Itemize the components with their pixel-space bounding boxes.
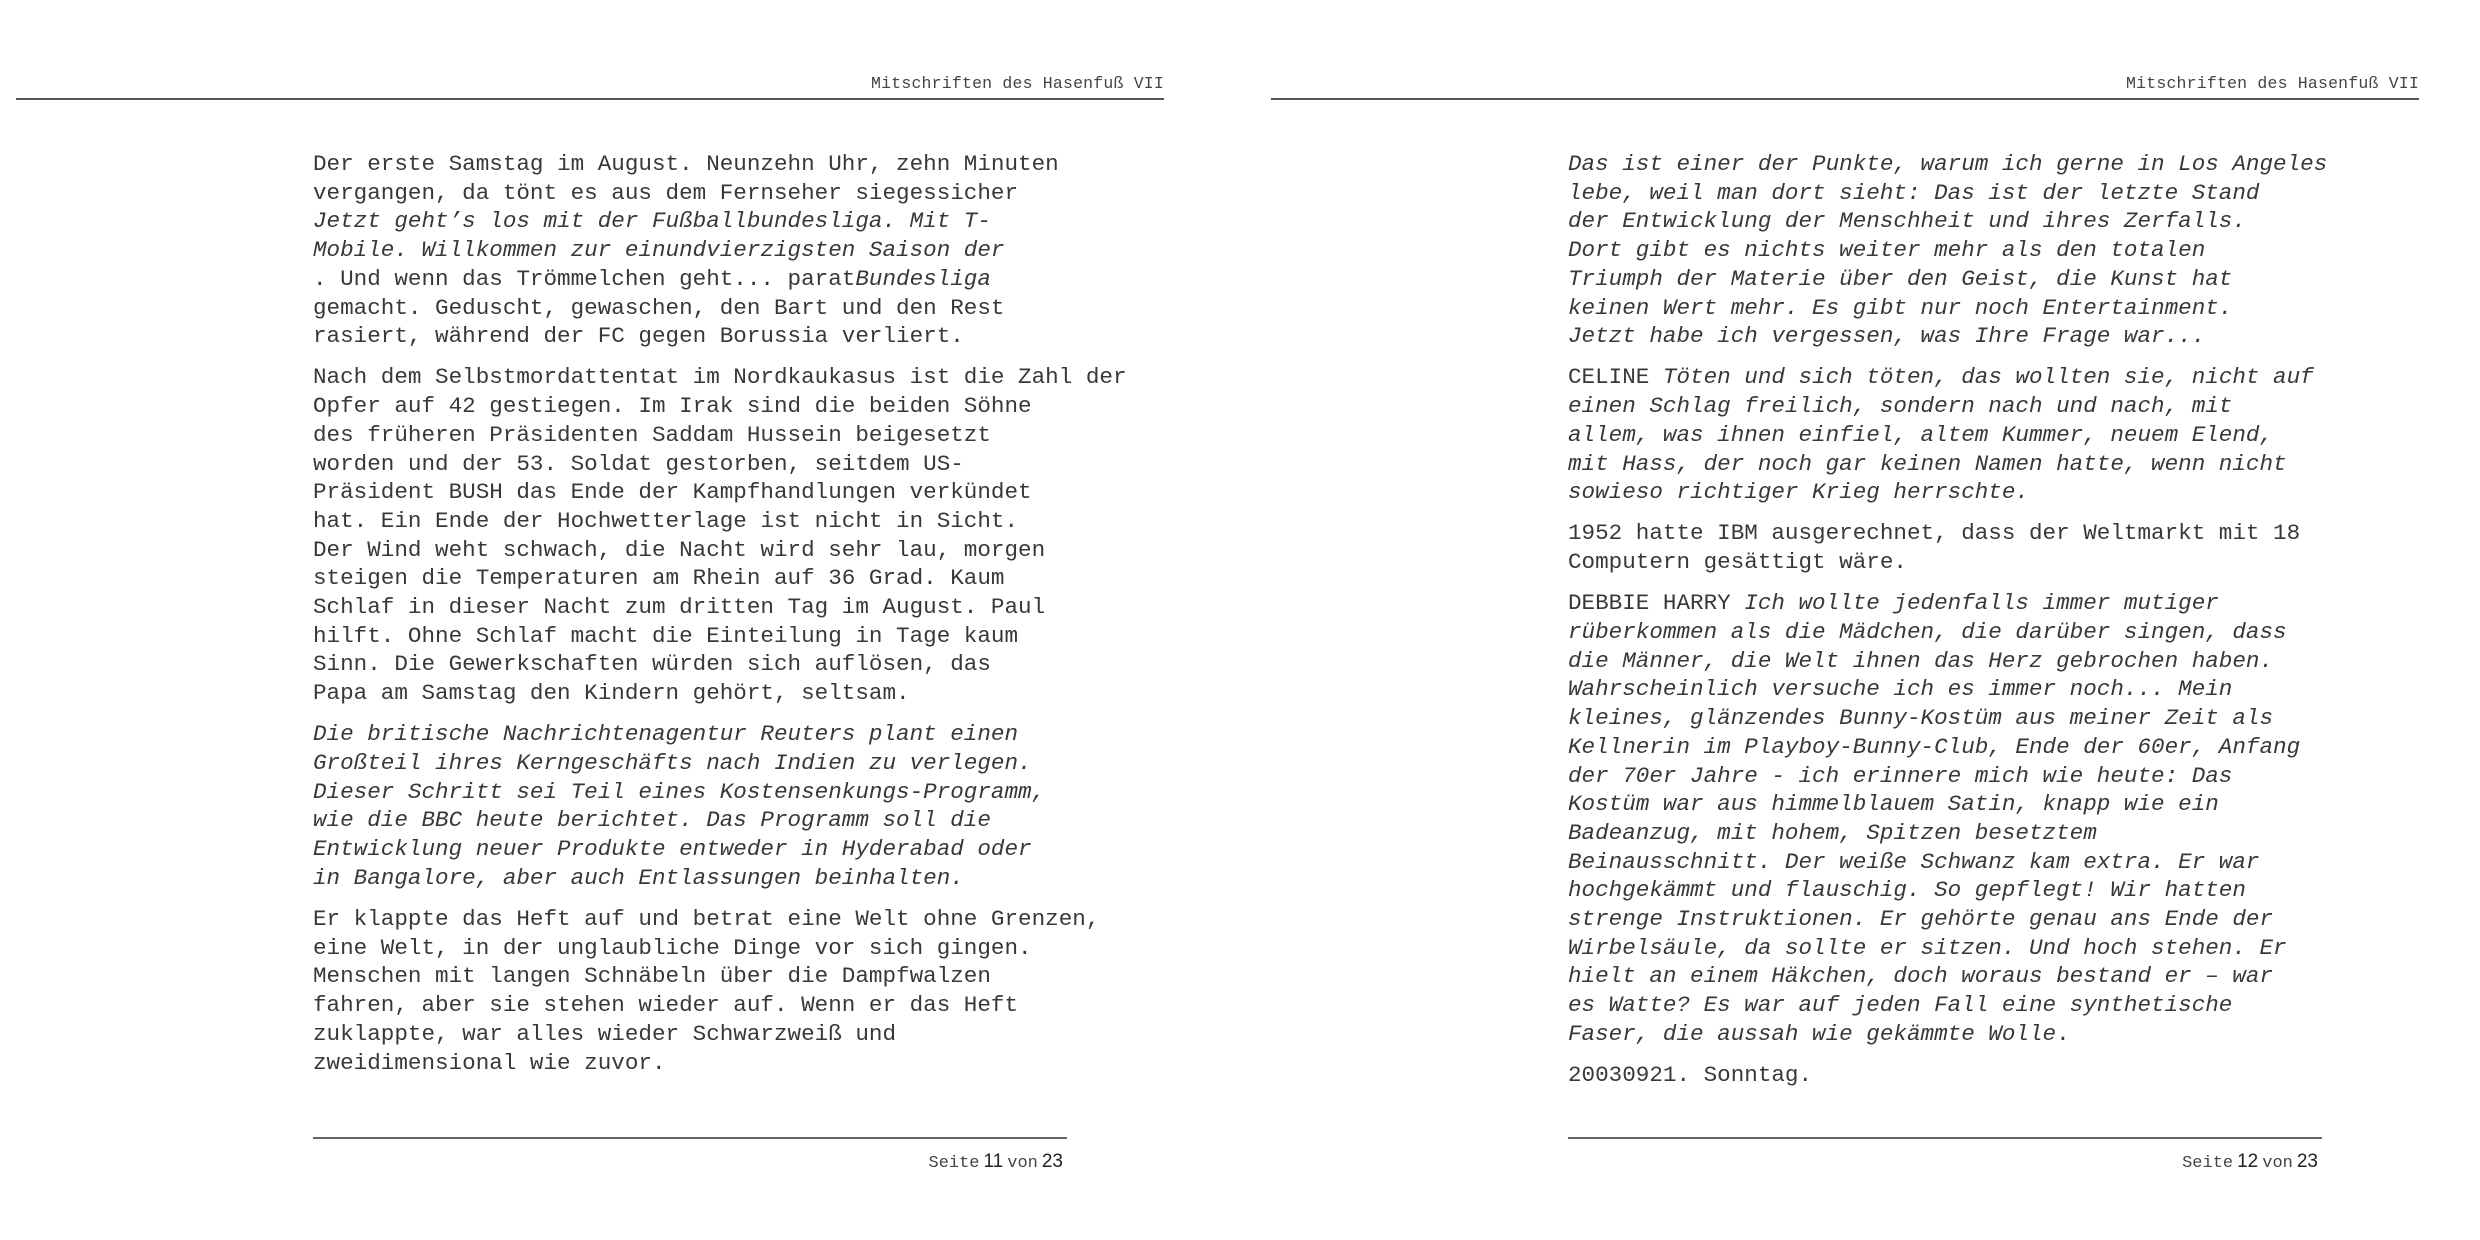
footer-seite-label: Seite: [928, 1154, 980, 1173]
footer-rule: [1568, 1137, 2322, 1139]
italic-text: strenge Instruktionen. Er gehörte genau ans Ende der: [1568, 906, 2274, 933]
plain-text: CELINE: [1568, 364, 1663, 391]
page-footer: [1568, 1151, 2322, 1173]
italic-text: Die britische Nachrichtenagentur Reuters plant einen: [313, 721, 1019, 748]
text-line: [313, 265, 1113, 294]
text-line: [1568, 733, 2368, 762]
footer-rule: [313, 1137, 1067, 1139]
text-line: [1568, 1020, 2368, 1049]
text-line: [313, 507, 1113, 536]
plain-text: Computern gesättigt wäre.: [1568, 549, 1907, 576]
text-line: [1568, 478, 2368, 507]
text-line: [313, 962, 1113, 991]
text-line: [1568, 265, 2368, 294]
plain-text: hat. Ein Ende der Hochwetterlage ist nicht in Sicht.: [313, 507, 1019, 534]
text-line: [313, 991, 1113, 1020]
plain-text: hilft. Ohne Schlaf macht die Einteilung in Tage kaum: [313, 622, 1019, 649]
footer-von-label: von: [2262, 1154, 2293, 1173]
plain-text: worden und der 53. Soldat gestorben, seitdem US-: [313, 450, 964, 477]
text-line: [1568, 704, 2368, 733]
italic-text: Kostüm war aus himmelblauem Satin, knapp wie ein: [1568, 791, 2219, 818]
text-line: [313, 1020, 1113, 1049]
text-line: [1568, 519, 2368, 548]
plain-text: zweidimensional wie zuvor.: [313, 1049, 666, 1076]
paragraph: [313, 720, 1113, 892]
text-line: [313, 421, 1113, 450]
page-header: [16, 74, 1164, 100]
paragraph: [1568, 519, 2368, 576]
text-line: [313, 322, 1113, 351]
italic-text: es Watte? Es war auf jeden Fall eine synthetische: [1568, 992, 2233, 1019]
plain-text: Papa am Samstag den Kindern gehört, seltsam.: [313, 680, 910, 707]
text-line: [313, 450, 1113, 479]
text-line: [313, 294, 1113, 323]
text-line: [1568, 392, 2368, 421]
plain-text: Menschen mit langen Schnäbeln über die Dampfwalzen: [313, 963, 991, 990]
text-line: [1568, 548, 2368, 577]
italic-text: Wirbelsäule, da sollte er sitzen. Und hoch stehen. Er: [1568, 934, 2287, 961]
text-line: [313, 564, 1113, 593]
text-line: [313, 478, 1113, 507]
text-line: [1568, 1061, 2368, 1090]
italic-text: Mobile. Willkommen zur einundvierzigsten Saison der: [313, 237, 1005, 264]
text-line: [313, 207, 1113, 236]
page-header: [1271, 74, 2419, 100]
italic-text: Kellnerin im Playboy-Bunny-Club, Ende der 60er, Anfang: [1568, 733, 2301, 760]
plain-text: Schlaf in dieser Nacht zum dritten Tag im August. Paul: [313, 594, 1046, 621]
plain-text: Der erste Samstag im August. Neunzehn Uhr, zehn Minuten: [313, 151, 1059, 177]
plain-text: .: [2056, 1020, 2070, 1047]
italic-text: Faser, die aussah wie gekämmte Wolle: [1568, 1020, 2057, 1047]
text-line: [1568, 991, 2368, 1020]
italic-text: Bundesliga: [855, 265, 991, 292]
text-line: [313, 622, 1113, 651]
italic-text: einen Schlag freilich, sondern nach und nach, mit: [1568, 393, 2233, 420]
footer-page-total: 23: [1041, 1151, 1063, 1172]
italic-text: Das ist einer der Punkte, warum ich gerne in Los Angeles: [1568, 151, 2328, 177]
paragraph: [1568, 589, 2368, 1048]
text-line: [313, 1049, 1113, 1078]
plain-text: Er klappte das Heft auf und betrat eine Welt ohne Grenzen,: [313, 906, 1100, 933]
paragraph: [1568, 1061, 2368, 1090]
text-line: [1568, 790, 2368, 819]
right-page: [1255, 0, 2480, 1240]
plain-text: zuklappte, war alles wieder Schwarzweiß und: [313, 1020, 897, 1047]
paragraph: [1568, 150, 2368, 351]
header-title: Mitschriften des Hasenfuß VII: [2126, 74, 2419, 93]
text-line: [1568, 294, 2368, 323]
italic-text: Badeanzug, mit hohem, Spitzen besetztem: [1568, 819, 2097, 846]
italic-text: sowieso richtiger Krieg herrschte.: [1568, 479, 2029, 506]
italic-text: Töten und sich töten, das wollten sie, nicht auf: [1662, 364, 2314, 391]
paragraph: [313, 150, 1113, 351]
text-line: [1568, 589, 2368, 618]
footer-page-number: 12: [2237, 1151, 2259, 1172]
plain-text: fahren, aber sie stehen wieder auf. Wenn er das Heft: [313, 992, 1019, 1019]
text-line: [1568, 363, 2368, 392]
italic-text: allem, was ihnen einfiel, altem Kummer, neuem Elend,: [1568, 421, 2274, 448]
text-line: [313, 749, 1113, 778]
text-line: [313, 835, 1113, 864]
italic-text: wie die BBC heute berichtet. Das Programm soll die: [313, 807, 991, 834]
footer-page-number: 11: [983, 1151, 1004, 1172]
footer-page-total: 23: [2296, 1151, 2318, 1172]
italic-text: keinen Wert mehr. Es gibt nur noch Entertainment.: [1568, 294, 2233, 321]
text-line: [1568, 962, 2368, 991]
paragraph: [1568, 363, 2368, 507]
plain-text: 20030921. Sonntag.: [1568, 1062, 1813, 1089]
page-body: [313, 150, 1127, 1090]
plain-text: Nach dem Selbstmordattentat im Nordkaukasus ist die Zahl der: [313, 364, 1127, 391]
text-line: [1568, 905, 2368, 934]
text-line: [313, 236, 1113, 265]
text-line: [313, 363, 1127, 392]
page-body: [1568, 150, 2368, 1102]
plain-text: 1952 hatte IBM ausgerechnet, dass der Weltmarkt mit 18: [1568, 520, 2301, 547]
text-line: [1568, 421, 2368, 450]
text-line: [1568, 207, 2368, 236]
italic-text: Wahrscheinlich versuche ich es immer noch... Mein: [1568, 676, 2233, 703]
italic-text: in Bangalore, aber auch Entlassungen beinhalten.: [313, 864, 964, 891]
text-line: [313, 864, 1113, 893]
text-line: [313, 679, 1113, 708]
text-line: [1568, 150, 2368, 179]
header-title: Mitschriften des Hasenfuß VII: [871, 74, 1164, 93]
text-line: [1568, 848, 2368, 877]
paragraph: [313, 363, 1127, 707]
plain-text: Der Wind weht schwach, die Nacht wird sehr lau, morgen: [313, 536, 1046, 563]
plain-text: . Und wenn das Trömmelchen geht... parat: [313, 265, 856, 292]
text-line: [313, 650, 1113, 679]
plain-text: vergangen, da tönt es aus dem Fernseher siegessicher: [313, 179, 1019, 206]
text-line: [1568, 618, 2368, 647]
text-line: [1568, 762, 2368, 791]
footer-seite-label: Seite: [2182, 1154, 2234, 1173]
italic-text: der Entwicklung der Menschheit und ihres Zerfalls.: [1568, 208, 2246, 235]
text-line: [1568, 236, 2368, 265]
plain-text: eine Welt, in der unglaubliche Dinge vor sich gingen.: [313, 934, 1032, 961]
text-line: [313, 536, 1113, 565]
text-line: [1568, 322, 2368, 351]
text-line: [1568, 647, 2368, 676]
italic-text: Jetzt habe ich vergessen, was Ihre Frage war...: [1568, 323, 2206, 350]
text-line: [1568, 179, 2368, 208]
text-line: [1568, 675, 2368, 704]
text-line: [313, 593, 1113, 622]
italic-text: rüberkommen als die Mädchen, die darüber singen, dass: [1568, 619, 2287, 646]
plain-text: Opfer auf 42 gestiegen. Im Irak sind die beiden Söhne: [313, 393, 1032, 420]
text-line: [313, 806, 1113, 835]
text-line: [1568, 934, 2368, 963]
text-line: [313, 150, 1113, 179]
paragraph: [313, 905, 1113, 1077]
footer-von-label: von: [1007, 1154, 1038, 1173]
italic-text: Dieser Schritt sei Teil eines Kostensenkungs-Programm,: [313, 778, 1046, 805]
italic-text: der 70er Jahre - ich erinnere mich wie heute: Das: [1568, 762, 2233, 789]
italic-text: Ich wollte jedenfalls immer mutiger: [1744, 590, 2219, 617]
text-line: [313, 905, 1113, 934]
italic-text: Großteil ihres Kerngeschäfts nach Indien zu verlegen.: [313, 750, 1032, 777]
plain-text: DEBBIE HARRY: [1568, 590, 1745, 617]
italic-text: hochgekämmt und flauschig. So gepflegt! Wir hatten: [1568, 877, 2246, 904]
text-line: [1568, 450, 2368, 479]
text-line: [313, 720, 1113, 749]
text-line: [1568, 819, 2368, 848]
italic-text: kleines, glänzendes Bunny-Kostüm aus meiner Zeit als: [1568, 705, 2274, 732]
italic-text: Entwicklung neuer Produkte entweder in Hyderabad oder: [313, 836, 1032, 863]
italic-text: hielt an einem Häkchen, doch woraus bestand er – war: [1568, 963, 2274, 990]
page-footer: [313, 1151, 1067, 1173]
text-line: [313, 934, 1113, 963]
plain-text: rasiert, während der FC gegen Borussia verliert.: [313, 323, 964, 350]
italic-text: Beinausschnitt. Der weiße Schwanz kam extra. Er war: [1568, 848, 2260, 875]
italic-text: Dort gibt es nichts weiter mehr als den totalen: [1568, 237, 2206, 264]
italic-text: Jetzt geht’s los mit der Fußballbundesliga. Mit T-: [313, 208, 991, 235]
italic-text: lebe, weil man dort sieht: Das ist der letzte Stand: [1568, 179, 2260, 206]
plain-text: Sinn. Die Gewerkschaften würden sich auflösen, das: [313, 651, 991, 678]
italic-text: die Männer, die Welt ihnen das Herz gebrochen haben.: [1568, 647, 2274, 674]
text-line: [1568, 876, 2368, 905]
italic-text: mit Hass, der noch gar keinen Namen hatte, wenn nicht: [1568, 450, 2287, 477]
plain-text: des früheren Präsidenten Saddam Hussein beigesetzt: [313, 421, 991, 448]
plain-text: gemacht. Geduscht, gewaschen, den Bart und den Rest: [313, 294, 1005, 321]
text-line: [313, 392, 1113, 421]
text-line: [313, 179, 1113, 208]
plain-text: Präsident BUSH das Ende der Kampfhandlungen verkündet: [313, 479, 1032, 506]
italic-text: Triumph der Materie über den Geist, die Kunst hat: [1568, 265, 2233, 292]
plain-text: steigen die Temperaturen am Rhein auf 36 Grad. Kaum: [313, 565, 1005, 592]
text-line: [313, 778, 1113, 807]
